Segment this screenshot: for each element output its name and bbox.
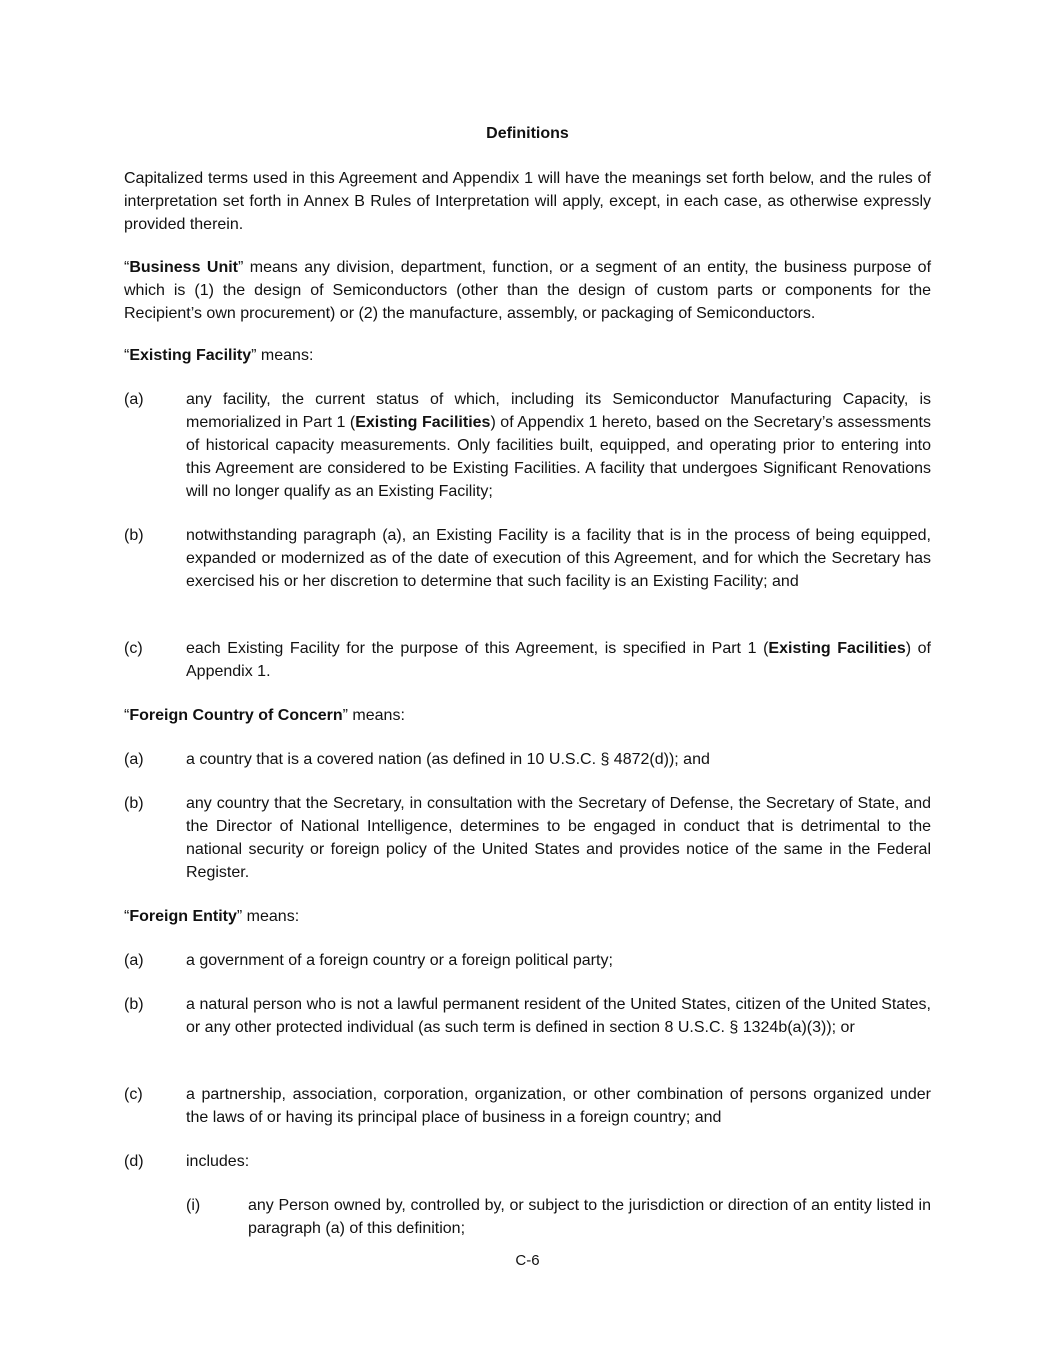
item-text: any country that the Secretary, in consultation with the Secretary of Defense, the Secretary of State, and the Director of National Intelligence, determines to be engaged in conduct that is detrimental to the national security or foreign policy of the United States and provides notice of the same in the Federal Register. [186,795,931,881]
list-item [124,1083,931,1129]
definition-business-unit: “Business Unit” means any division, department, function, or a segment of an entity, the business purpose of which is (1) the design of Semiconductors (other than the design of custom parts or components for the Recipient’s own procurement) or (2) the manufacture, assembly, or packaging of Semiconductors. [124,259,932,322]
item-text: includes: [186,1153,250,1170]
item-text: a natural person who is not a lawful permanent resident of the United States, citizen of the United States, or any other protected individual (as such term is defined in section 8 U.S.C. § 1324b(a)(3)); or [186,996,931,1036]
section-title: Definitions [486,125,569,142]
term-business-unit: Business Unit [129,259,239,276]
item-label: (a) [124,952,144,969]
list-item [124,993,931,1039]
item-label: (b) [124,527,144,544]
list-item [124,748,931,771]
item-label: (c) [124,640,143,657]
item-label: (b) [124,996,144,1013]
term-foreign-entity: Foreign Entity [129,908,237,925]
list-item [124,524,931,593]
item-label: (c) [124,1086,143,1103]
definition-existing-facility: “Existing Facility” means: [124,347,314,364]
list-item [124,637,931,683]
item-text: a government of a foreign country or a foreign political party; [186,952,613,969]
list-item [124,949,931,972]
term-foreign-country-of-concern: Foreign Country of Concern [129,707,343,724]
list-item [124,1150,931,1173]
list-item [124,388,931,503]
list-item [124,792,931,884]
definition-foreign-entity: “Foreign Entity” means: [124,908,300,925]
item-text: a partnership, association, corporation, organization, or other combination of persons organized under the laws of or having its principal place of business in a foreign country; and [186,1086,931,1126]
item-text: any Person owned by, controlled by, or subject to the jurisdiction or direction of an entity listed in paragraph (a) of this definition; [248,1197,931,1237]
item-text: each Existing Facility for the purpose of this Agreement, is specified in Part 1 (Existing Facilities) of Appendix 1. [186,640,932,680]
item-label: (d) [124,1153,144,1170]
item-label: (i) [186,1197,201,1214]
item-text: notwithstanding paragraph (a), an Existing Facility is a facility that is in the process of being equipped, expanded or modernized as of the date of execution of this Agreement, and for which the Secretary has exercised his or her discretion to determine that such facility is an Existing Facility; and [186,527,931,590]
item-label: (a) [124,751,144,768]
page-number: C-6 [515,1252,540,1269]
term-existing-facility: Existing Facility [129,347,252,364]
definition-foreign-country-of-concern: “Foreign Country of Concern” means: [124,707,405,724]
item-text: any facility, the current status of which, including its Semiconductor Manufacturing Capacity, is memorialized in Part 1 (Existing Facilities) of Appendix 1 hereto, based on the Secretary’s assessments of historical capacity measurements. Only facilities built, equipped, and operating prior to entering into this Agreement are considered to be Existing Facilities. A facility that undergoes Significant Renovations will no longer qualify as an Existing Facility; [186,391,932,500]
sub-list-item [186,1194,931,1240]
intro-paragraph: Capitalized terms used in this Agreement and Appendix 1 will have the meanings set forth below, and the rules of interpretation set forth in Annex B Rules of Interpretation will apply, except, in each case, as otherwise expressly provided therein. [124,170,931,233]
item-label: (a) [124,391,144,408]
item-text: a country that is a covered nation (as defined in 10 U.S.C. § 4872(d)); and [186,751,710,768]
item-label: (b) [124,795,144,812]
